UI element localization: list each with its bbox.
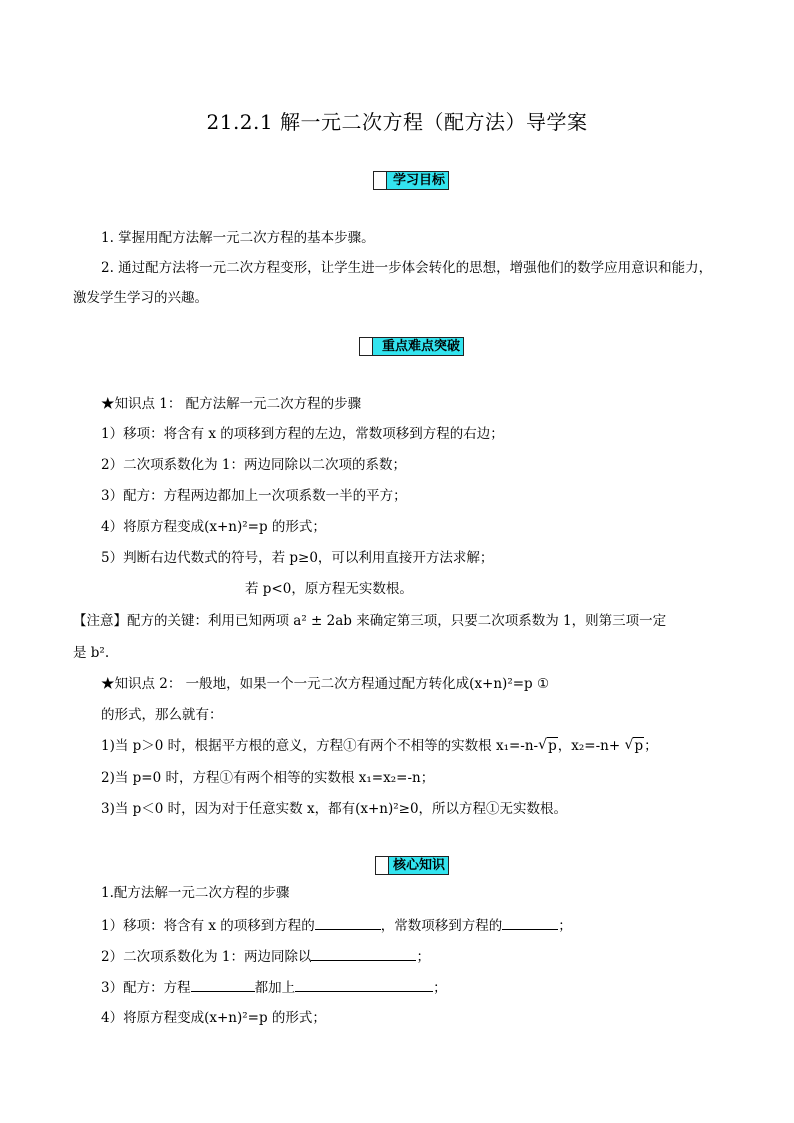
section-heading-key-points	[359, 337, 464, 356]
step-3: 3）配方：方程两边都加上一次项系数一半的平方；	[101, 488, 407, 504]
sqrt-radicand: p	[634, 738, 644, 754]
case-2: 2)当 p=0 时，方程①有两个相等的实数根 x₁=x₂=-n；	[101, 770, 435, 786]
sqrt-p-2	[624, 737, 644, 755]
core-intro: 1.配方法解一元二次方程的步骤	[101, 885, 290, 901]
step-5: 5）判断右边代数式的符号，若 p≥0，可以利用直接开方法求解；	[101, 550, 494, 566]
knowledge-point-2-title: ★知识点 2： 一般地，如果一个一元二次方程通过配方转化成(x+n)²=p ①	[101, 676, 550, 692]
sqrt-p-1	[538, 737, 558, 755]
case-1	[101, 737, 658, 755]
core-step-2	[101, 946, 430, 966]
core-step-1-text-c: ；	[558, 918, 572, 934]
fill-blank[interactable]	[191, 977, 255, 992]
core-step-4: 4）将原方程变成(x+n)²=p 的形式；	[101, 1010, 326, 1026]
fill-blank[interactable]	[502, 915, 558, 930]
note-line-2: 是 b².	[73, 645, 110, 661]
core-step-1-text-a: 1）移项：将含有 x 的项移到方程的	[101, 918, 315, 934]
sqrt-radicand: p	[548, 738, 557, 754]
goal-item-2-cont: 激发学生学习的兴趣。	[73, 290, 208, 306]
core-step-3-text-c: ；	[433, 980, 447, 996]
case-3: 3)当 p＜0 时，因为对于任意实数 x，都有(x+n)²≥0，所以方程①无实数根。	[101, 801, 568, 817]
section-heading-core-knowledge	[375, 856, 449, 875]
case-1-text-a: 1)当 p＞0 时，根据平方根的意义，方程①有两个不相等的实数根 x₁=-n-	[101, 738, 539, 754]
goal-item-2: 2. 通过配方法将一元二次方程变形，让学生进一步体会转化的思想，增强他们的数学应用意识和能力，	[101, 260, 713, 276]
knowledge-point-2-cont: 的形式，那么就有：	[101, 707, 223, 723]
step-2: 2）二次项系数化为 1：两边同除以二次项的系数；	[101, 457, 406, 473]
case-1-text-b: ，x₂=-n+	[557, 738, 625, 754]
core-step-2-text-a: 2）二次项系数化为 1：两边同除以	[101, 949, 312, 965]
step-4: 4）将原方程变成(x+n)²=p 的形式；	[101, 519, 326, 535]
note-line-1: 【注意】配方的关键：利用已知两项 a² ± 2ab 来确定第三项，只要二次项系数为 1，则第三项一定	[73, 613, 667, 629]
core-step-3	[101, 977, 447, 997]
page-title: 21.2.1 解一元二次方程（配方法）导学案	[206, 110, 588, 134]
fill-blank[interactable]	[311, 946, 416, 961]
fill-blank[interactable]	[315, 915, 381, 930]
section-heading-label: 重点难点突破	[381, 339, 460, 354]
core-step-1-text-b: ，常数项移到方程的	[380, 918, 503, 934]
knowledge-point-1-title: ★知识点 1： 配方法解一元二次方程的步骤	[101, 396, 362, 412]
step-1: 1）移项：将含有 x 的项移到方程的左边，常数项移到方程的右边；	[101, 426, 504, 442]
step-5-cont: 若 p<0，原方程无实数根。	[245, 581, 413, 597]
core-step-1	[101, 915, 572, 935]
core-step-2-text-b: ；	[416, 949, 430, 965]
core-step-3-text-a: 3）配方：方程	[101, 980, 191, 996]
goal-item-1: 1. 掌握用配方法解一元二次方程的基本步骤。	[101, 230, 375, 246]
section-heading-label: 核心知识	[392, 858, 445, 873]
section-heading-label: 学习目标	[392, 173, 445, 188]
section-heading-learning-goals	[373, 171, 449, 190]
core-step-3-text-b: 都加上	[254, 980, 296, 996]
case-1-text-c: ；	[644, 738, 658, 754]
fill-blank[interactable]	[295, 977, 433, 992]
